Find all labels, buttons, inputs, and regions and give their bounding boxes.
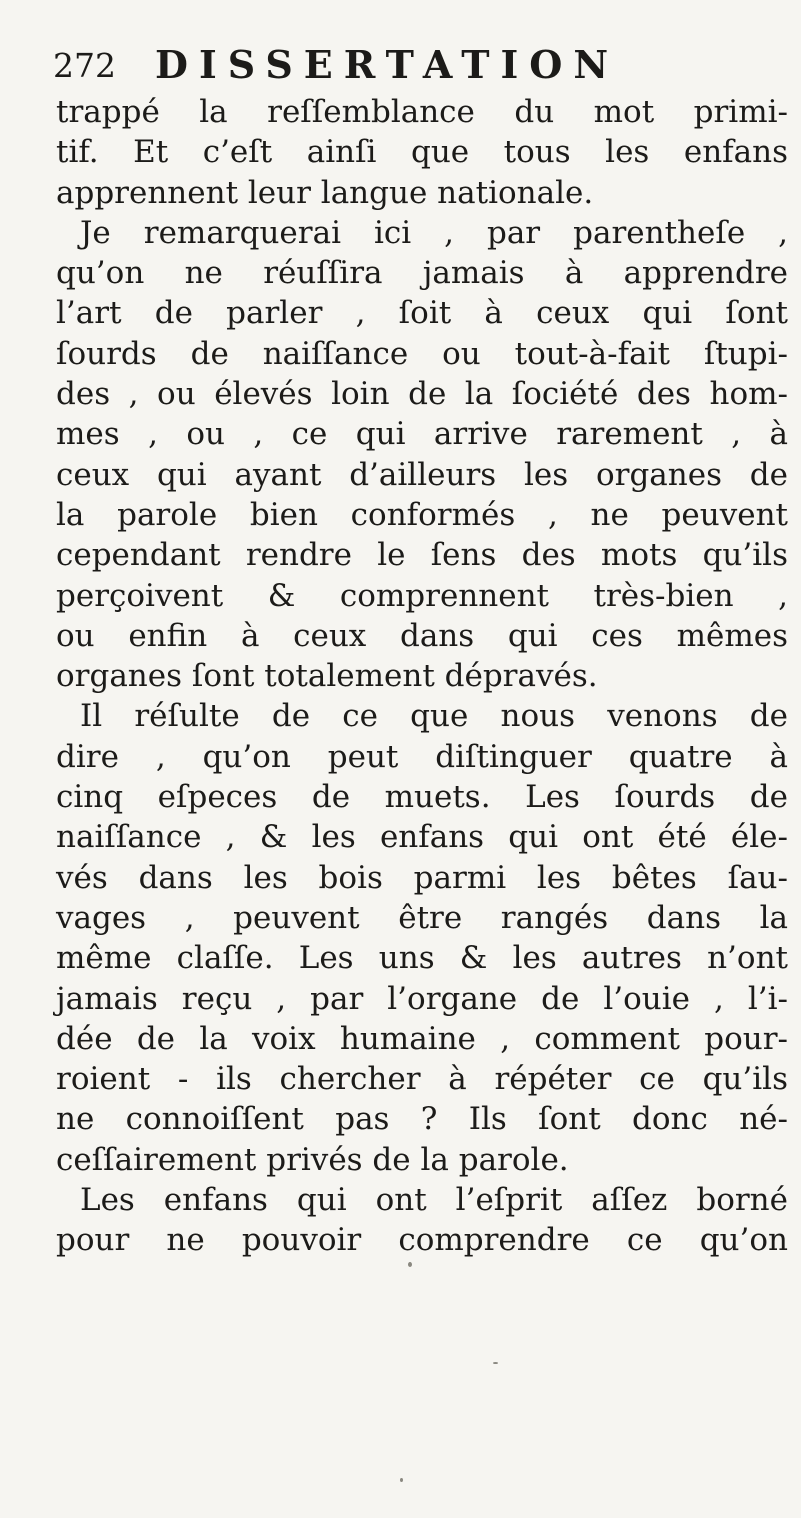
text-line: qu’on ne réuſſira jamais à apprendre [56,255,788,292]
text-line: ou enfin à ceux dans qui ces mêmes [56,617,788,654]
text-line: ceux qui ayant d’ailleurs les organes de [56,456,788,493]
text-line: l’art de parler , ſoit à ceux qui ſont [56,295,788,332]
text-line: apprennent leur langue nationale. [56,174,594,211]
text-line: des , ou élevés loin de la ſociété des hom- [56,376,788,413]
text-line: vages , peuvent être rangés dans la [56,899,788,936]
text-line: pour ne pouvoir comprendre ce qu’on [56,1222,788,1259]
paper-speck [493,1362,498,1364]
text-line: ſourds de naiſſance ou tout-à-fait ſtupi- [56,335,788,372]
page-number: 272 [53,46,116,85]
text-line: Je remarquerai ici , par parentheſe , [80,214,788,251]
text-line: ceſſairement privés de la parole. [56,1141,569,1178]
text-line: cependant rendre le ſens des mots qu’ils [56,537,788,574]
running-title: DISSERTATION [155,42,620,87]
text-line: Il réſulte de ce que nous venons de [80,698,788,735]
paper-speck [400,1478,403,1482]
text-line: organes ſont totalement dépravés. [56,658,598,695]
text-line: vés dans les bois parmi les bêtes ſau- [56,859,788,896]
text-line: cinq eſpeces de muets. Les ſourds de [56,779,788,816]
text-line: roient - ils chercher à répéter ce qu’ils [56,1061,788,1098]
text-line: mes , ou , ce qui arrive rarement , à [56,416,788,453]
text-line: dire , qu’on peut diſtinguer quatre à [56,738,788,775]
text-line: la parole bien conformés , ne peuvent [56,496,788,533]
text-line: trappé la reſſemblance du mot primi- [56,94,788,130]
text-line: tif. Et c’eſt ainſi que tous les enfans [56,134,788,171]
text-line: ne connoiſſent pas ? Ils ſont donc né- [56,1101,788,1138]
text-line: dée de la voix humaine , comment pour- [56,1020,788,1057]
page-header [53,42,753,92]
paper-speck [408,1262,412,1267]
text-line: naiſſance , & les enfans qui ont été éle- [56,819,788,856]
text-line: même claſſe. Les uns & les autres n’ont [56,940,788,977]
body-text [56,92,788,1261]
text-line: Les enfans qui ont l’eſprit aſſez borné [80,1182,788,1219]
text-line: jamais reçu , par l’organe de l’ouie , l’i- [56,980,788,1017]
text-line: perçoivent & comprennent très-bien , [56,577,788,614]
